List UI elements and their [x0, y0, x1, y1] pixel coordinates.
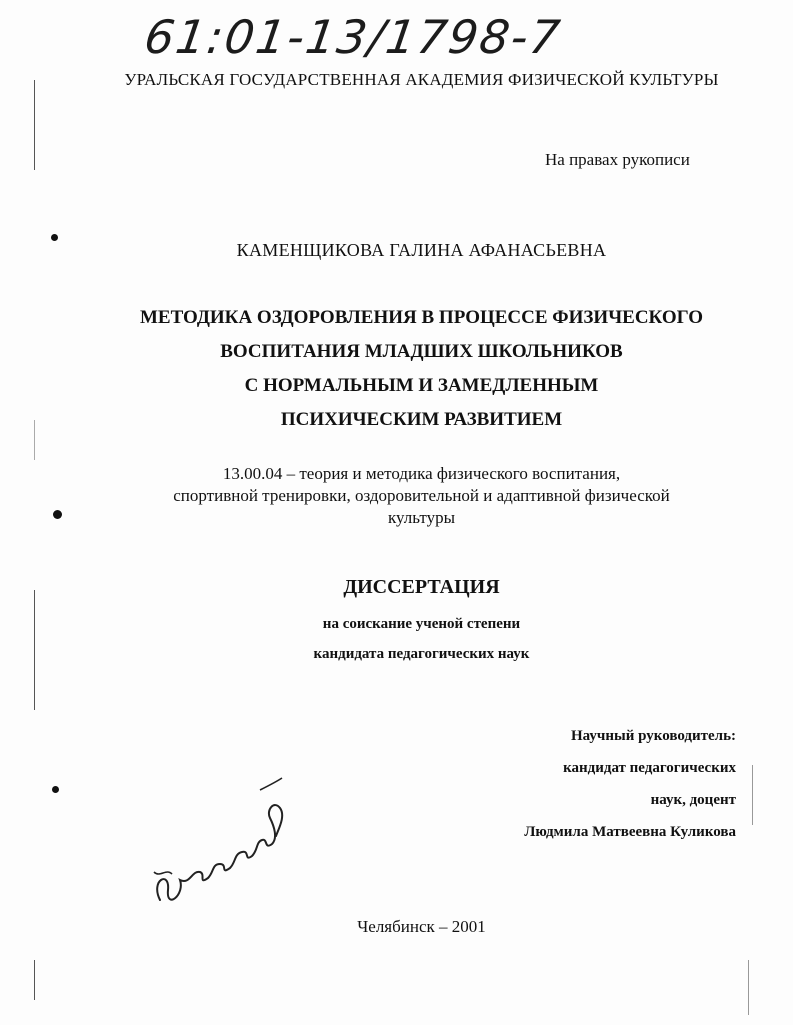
scan-edge-line — [748, 960, 749, 1015]
supervisor-label: Научный руководитель: — [571, 728, 736, 744]
specialty-line: культуры — [388, 508, 455, 527]
institution-name: УРАЛЬСКАЯ ГОСУДАРСТВЕННАЯ АКАДЕМИЯ ФИЗИЧЕСКОЙ КУЛЬТУРЫ — [124, 70, 719, 89]
degree-line: кандидата педагогических наук — [313, 646, 530, 662]
supervisor-title: кандидат педагогических — [563, 760, 736, 776]
archive-code-handwritten: 61:01-13/1798-7 — [141, 10, 565, 64]
supervisor-block — [524, 720, 736, 848]
place-and-year: Челябинск – 2001 — [357, 917, 486, 936]
supervisor-title: наук, доцент — [650, 792, 736, 808]
degree-info — [0, 609, 793, 669]
scan-margin-line — [34, 80, 35, 170]
specialty-line: спортивной тренировки, оздоровительной и адаптивной физической — [173, 486, 670, 505]
title-line: ПСИХИЧЕСКИМ РАЗВИТИЕМ — [280, 409, 563, 430]
scan-edge-line — [752, 765, 753, 825]
title-line: МЕТОДИКА ОЗДОРОВЛЕНИЯ В ПРОЦЕССЕ ФИЗИЧЕСКОГО — [139, 307, 704, 328]
author-name: КАМЕНЩИКОВА ГАЛИНА АФАНАСЬЕВНА — [236, 240, 607, 260]
specialty-code — [0, 463, 793, 529]
title-line: ВОСПИТАНИЯ МЛАДШИХ ШКОЛЬНИКОВ — [220, 341, 623, 362]
handwritten-signature — [140, 760, 300, 920]
dissertation-title — [0, 301, 793, 437]
title-line: С НОРМАЛЬНЫМ И ЗАМЕДЛЕННЫМ — [244, 375, 599, 396]
specialty-line: 13.00.04 – теория и методика физического воспитания, — [222, 464, 621, 483]
document-type: ДИССЕРТАЦИЯ — [343, 576, 500, 598]
punch-hole-mark — [52, 786, 59, 793]
scan-margin-line — [34, 960, 35, 1000]
supervisor-name: Людмила Матвеевна Куликова — [524, 824, 736, 840]
rights-note: На правах рукописи — [545, 150, 690, 169]
degree-line: на соискание ученой степени — [322, 616, 521, 632]
